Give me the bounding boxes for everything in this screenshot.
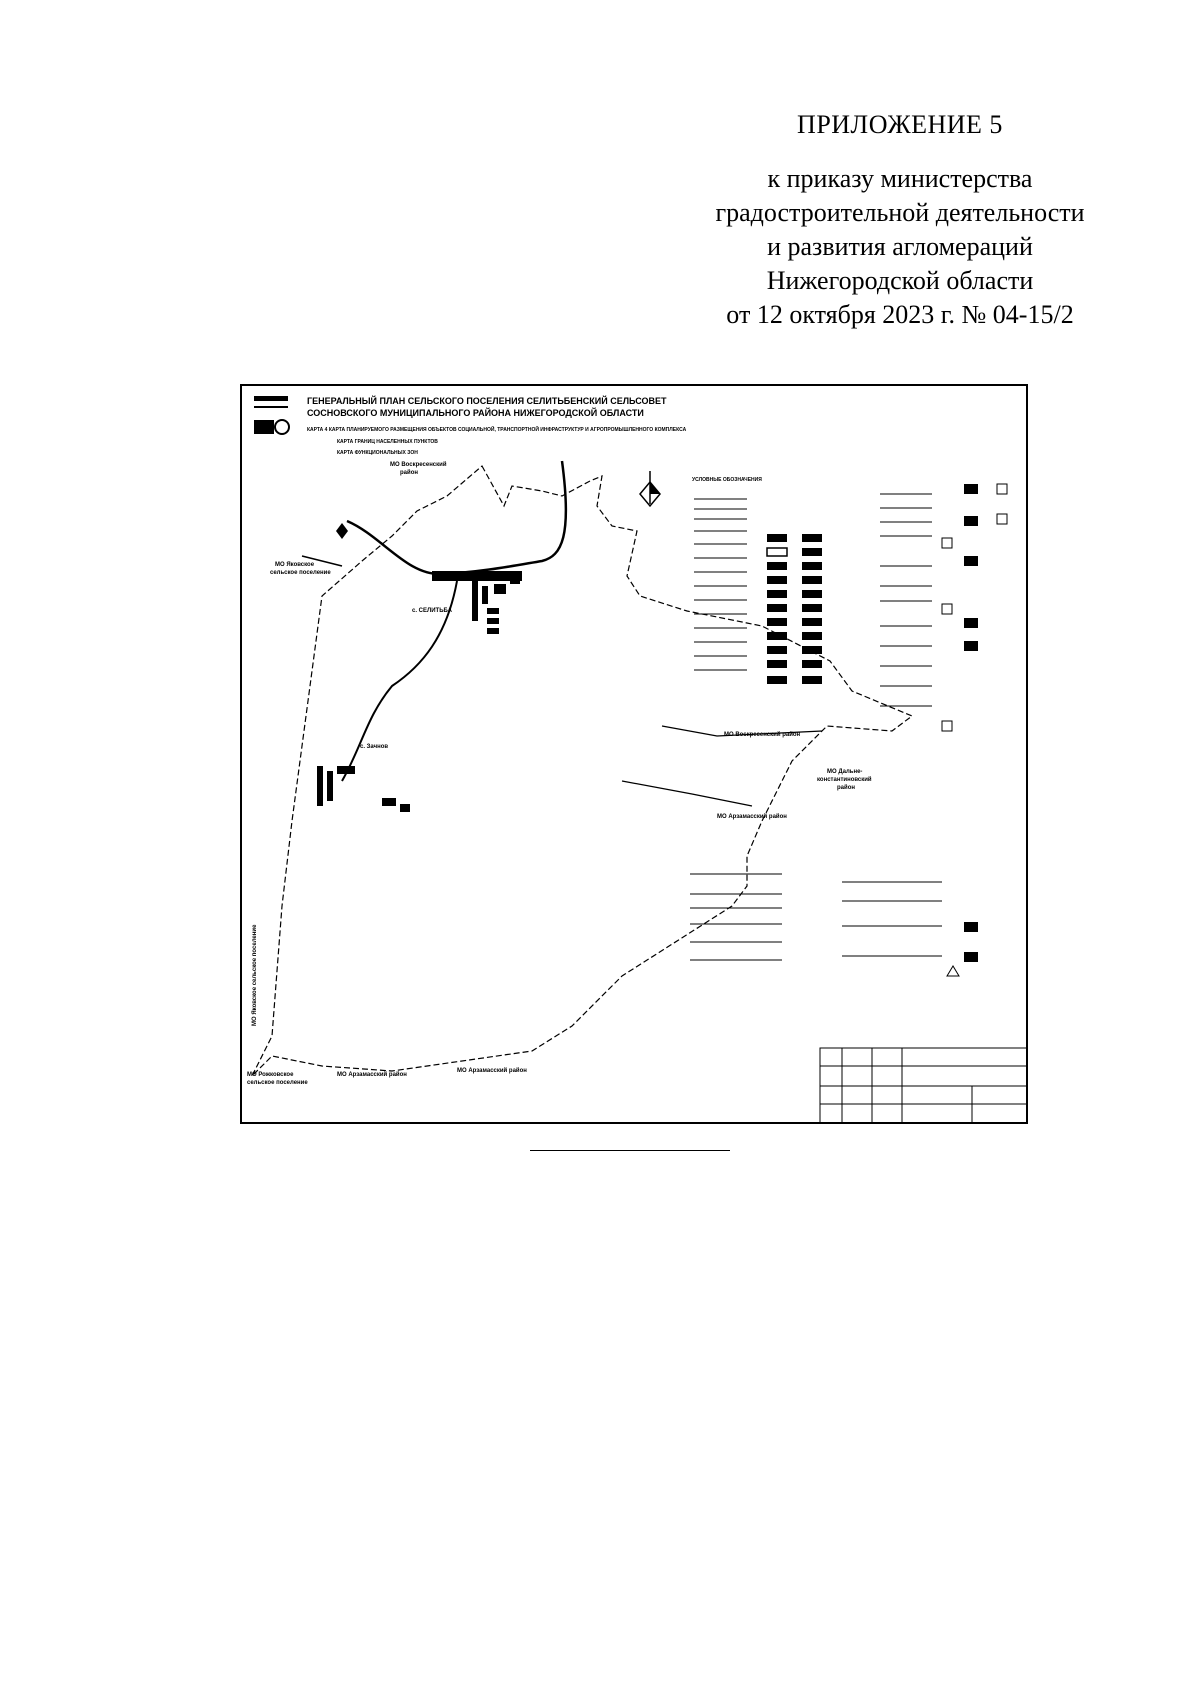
legend-swatches-col2 — [802, 534, 822, 684]
legend-text-lines-right — [880, 494, 932, 706]
header-line-5: от 12 октября 2023 г. № 04-15/2 — [726, 300, 1074, 329]
header-line-3: и развития агломераций — [767, 232, 1033, 261]
map-title-1: ГЕНЕРАЛЬНЫЙ ПЛАН СЕЛЬСКОГО ПОСЕЛЕНИЯ СЕЛИТЬБЕНСКИЙ СЕЛЬСОВЕТ — [307, 396, 667, 406]
point-marker-icon — [336, 523, 348, 539]
map-drawing — [242, 386, 1028, 1124]
label-dalne-2: константиновский — [817, 777, 872, 783]
legend-lower-right — [842, 882, 978, 976]
road-main — [347, 461, 566, 574]
label-arzamas-bottom-1: МО Арзамасский район — [337, 1072, 407, 1078]
legend — [692, 477, 1007, 731]
label-arzamas-bottom-2: МО Арзамасский район — [457, 1068, 527, 1074]
district-line — [622, 781, 752, 806]
map-title-2: СОСНОВСКОГО МУНИЦИПАЛЬНОГО РАЙОНА НИЖЕГОРОДСКОЙ ОБЛАСТИ — [307, 408, 644, 418]
label-selitba: с. СЕЛИТЬБА — [412, 608, 452, 614]
label-voskresenskiy-top: МО Воскресенский — [390, 462, 447, 468]
label-voskresenskiy-mid: МО Воскресенский район — [724, 732, 801, 738]
master-plan-map — [240, 384, 1028, 1124]
label-yakovo-2: сельское поселение — [270, 570, 331, 576]
map-subtitle-1: КАРТА 4 КАРТА ПЛАНИРУЕМОГО РАЗМЕЩЕНИЯ ОБЪЕКТОВ СОЦИАЛЬНОЙ, ТРАНСПОРТНОЙ ИНФРАСТРУКТУР И АГРОПРОМЫШЛЕННОГО КОМПЛЕКСА — [307, 427, 687, 433]
legend-text-lines — [694, 499, 747, 670]
label-rozhkovskoe-2: сельское поселение — [247, 1080, 308, 1086]
legend-icons-right — [942, 484, 1007, 731]
legend-swatches-col1 — [767, 534, 787, 684]
map-subtitle-3: КАРТА ФУНКЦИОНАЛЬНЫХ ЗОН — [337, 450, 418, 456]
map-subtitle-2: КАРТА ГРАНИЦ НАСЕЛЕННЫХ ПУНКТОВ — [337, 439, 438, 445]
label-rozhkovskoe: МО Рожковское — [247, 1072, 294, 1078]
north-arrow-icon — [640, 471, 660, 506]
label-dalne-1: МО Дальне- — [827, 769, 863, 775]
drawing-stamp — [820, 1048, 1028, 1124]
selitba-settlement — [432, 571, 522, 634]
legend-lower-left — [690, 874, 782, 960]
label-dalne-3: район — [837, 785, 855, 791]
label-zachnov: с. Зачнов — [360, 744, 389, 750]
header-line-1: к приказу министерства — [767, 164, 1033, 193]
label-vertical-yakovo: МО Яковское сельское поселение — [252, 924, 258, 1026]
zachnov-settlement — [317, 766, 410, 812]
end-separator-line — [530, 1150, 730, 1151]
header-line-4: Нижегородской области — [766, 266, 1034, 295]
label-arzamas-mid: МО Арзамасский район — [717, 814, 787, 820]
label-voskresenskiy-top-2: район — [400, 470, 418, 476]
header-line-2: градостроительной деятельности — [715, 198, 1085, 227]
legend-title: УСЛОВНЫЕ ОБОЗНАЧЕНИЯ — [692, 477, 762, 483]
organization-logo — [254, 396, 289, 434]
appendix-header — [680, 110, 1120, 332]
appendix-title: ПРИЛОЖЕНИЕ 5 — [797, 110, 1003, 139]
label-yakovo: МО Яковское — [275, 562, 315, 568]
